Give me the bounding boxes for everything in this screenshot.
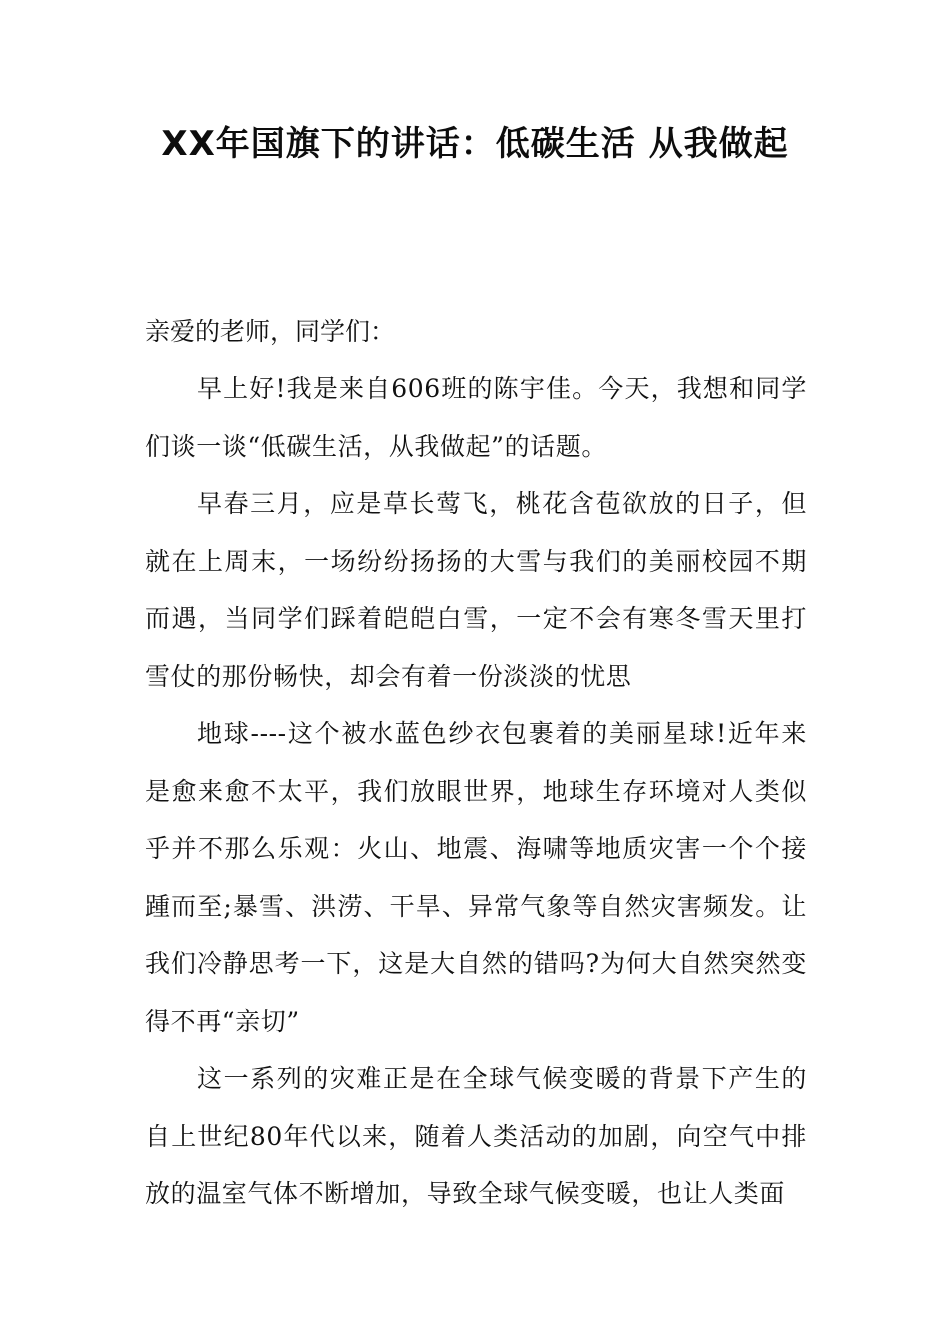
paragraph: 这一系列的灾难正是在全球气候变暖的背景下产生的自上世纪80年代以来，随着人类活动的加剧，向空气中排放的温室气体不断增加，导致全球气候变暖，也让人类面 (145, 1064, 807, 1208)
paragraph: 地球----这个被水蓝色纱衣包裹着的美丽星球!近年来是愈来愈不太平，我们放眼世界，地球生存环境对人类似乎并不那么乐观：火山、地震、海啸等地质灾害一个个接踵而至;暴雪、洪涝、干旱、异常气象等自然灾害频发。让我们冷静思考一下，这是大自然的错吗?为何大自然突然变得不再“亲切” (145, 719, 807, 1036)
document-body (145, 303, 807, 1223)
paragraph: 早上好!我是来自606班的陈宇佳。今天，我想和同学们谈一谈“低碳生活，从我做起”的话题。 (145, 374, 807, 461)
document-title: XX年国旗下的讲话：低碳生活 从我做起 (161, 124, 789, 164)
salutation: 亲爱的老师，同学们： (145, 317, 396, 346)
paragraph: 早春三月，应是草长莺飞，桃花含苞欲放的日子，但就在上周末，一场纷纷扬扬的大雪与我们的美丽校园不期而遇，当同学们踩着皑皑白雪，一定不会有寒冬雪天里打雪仗的那份畅快，却会有着一份淡淡的忧思 (145, 489, 807, 691)
